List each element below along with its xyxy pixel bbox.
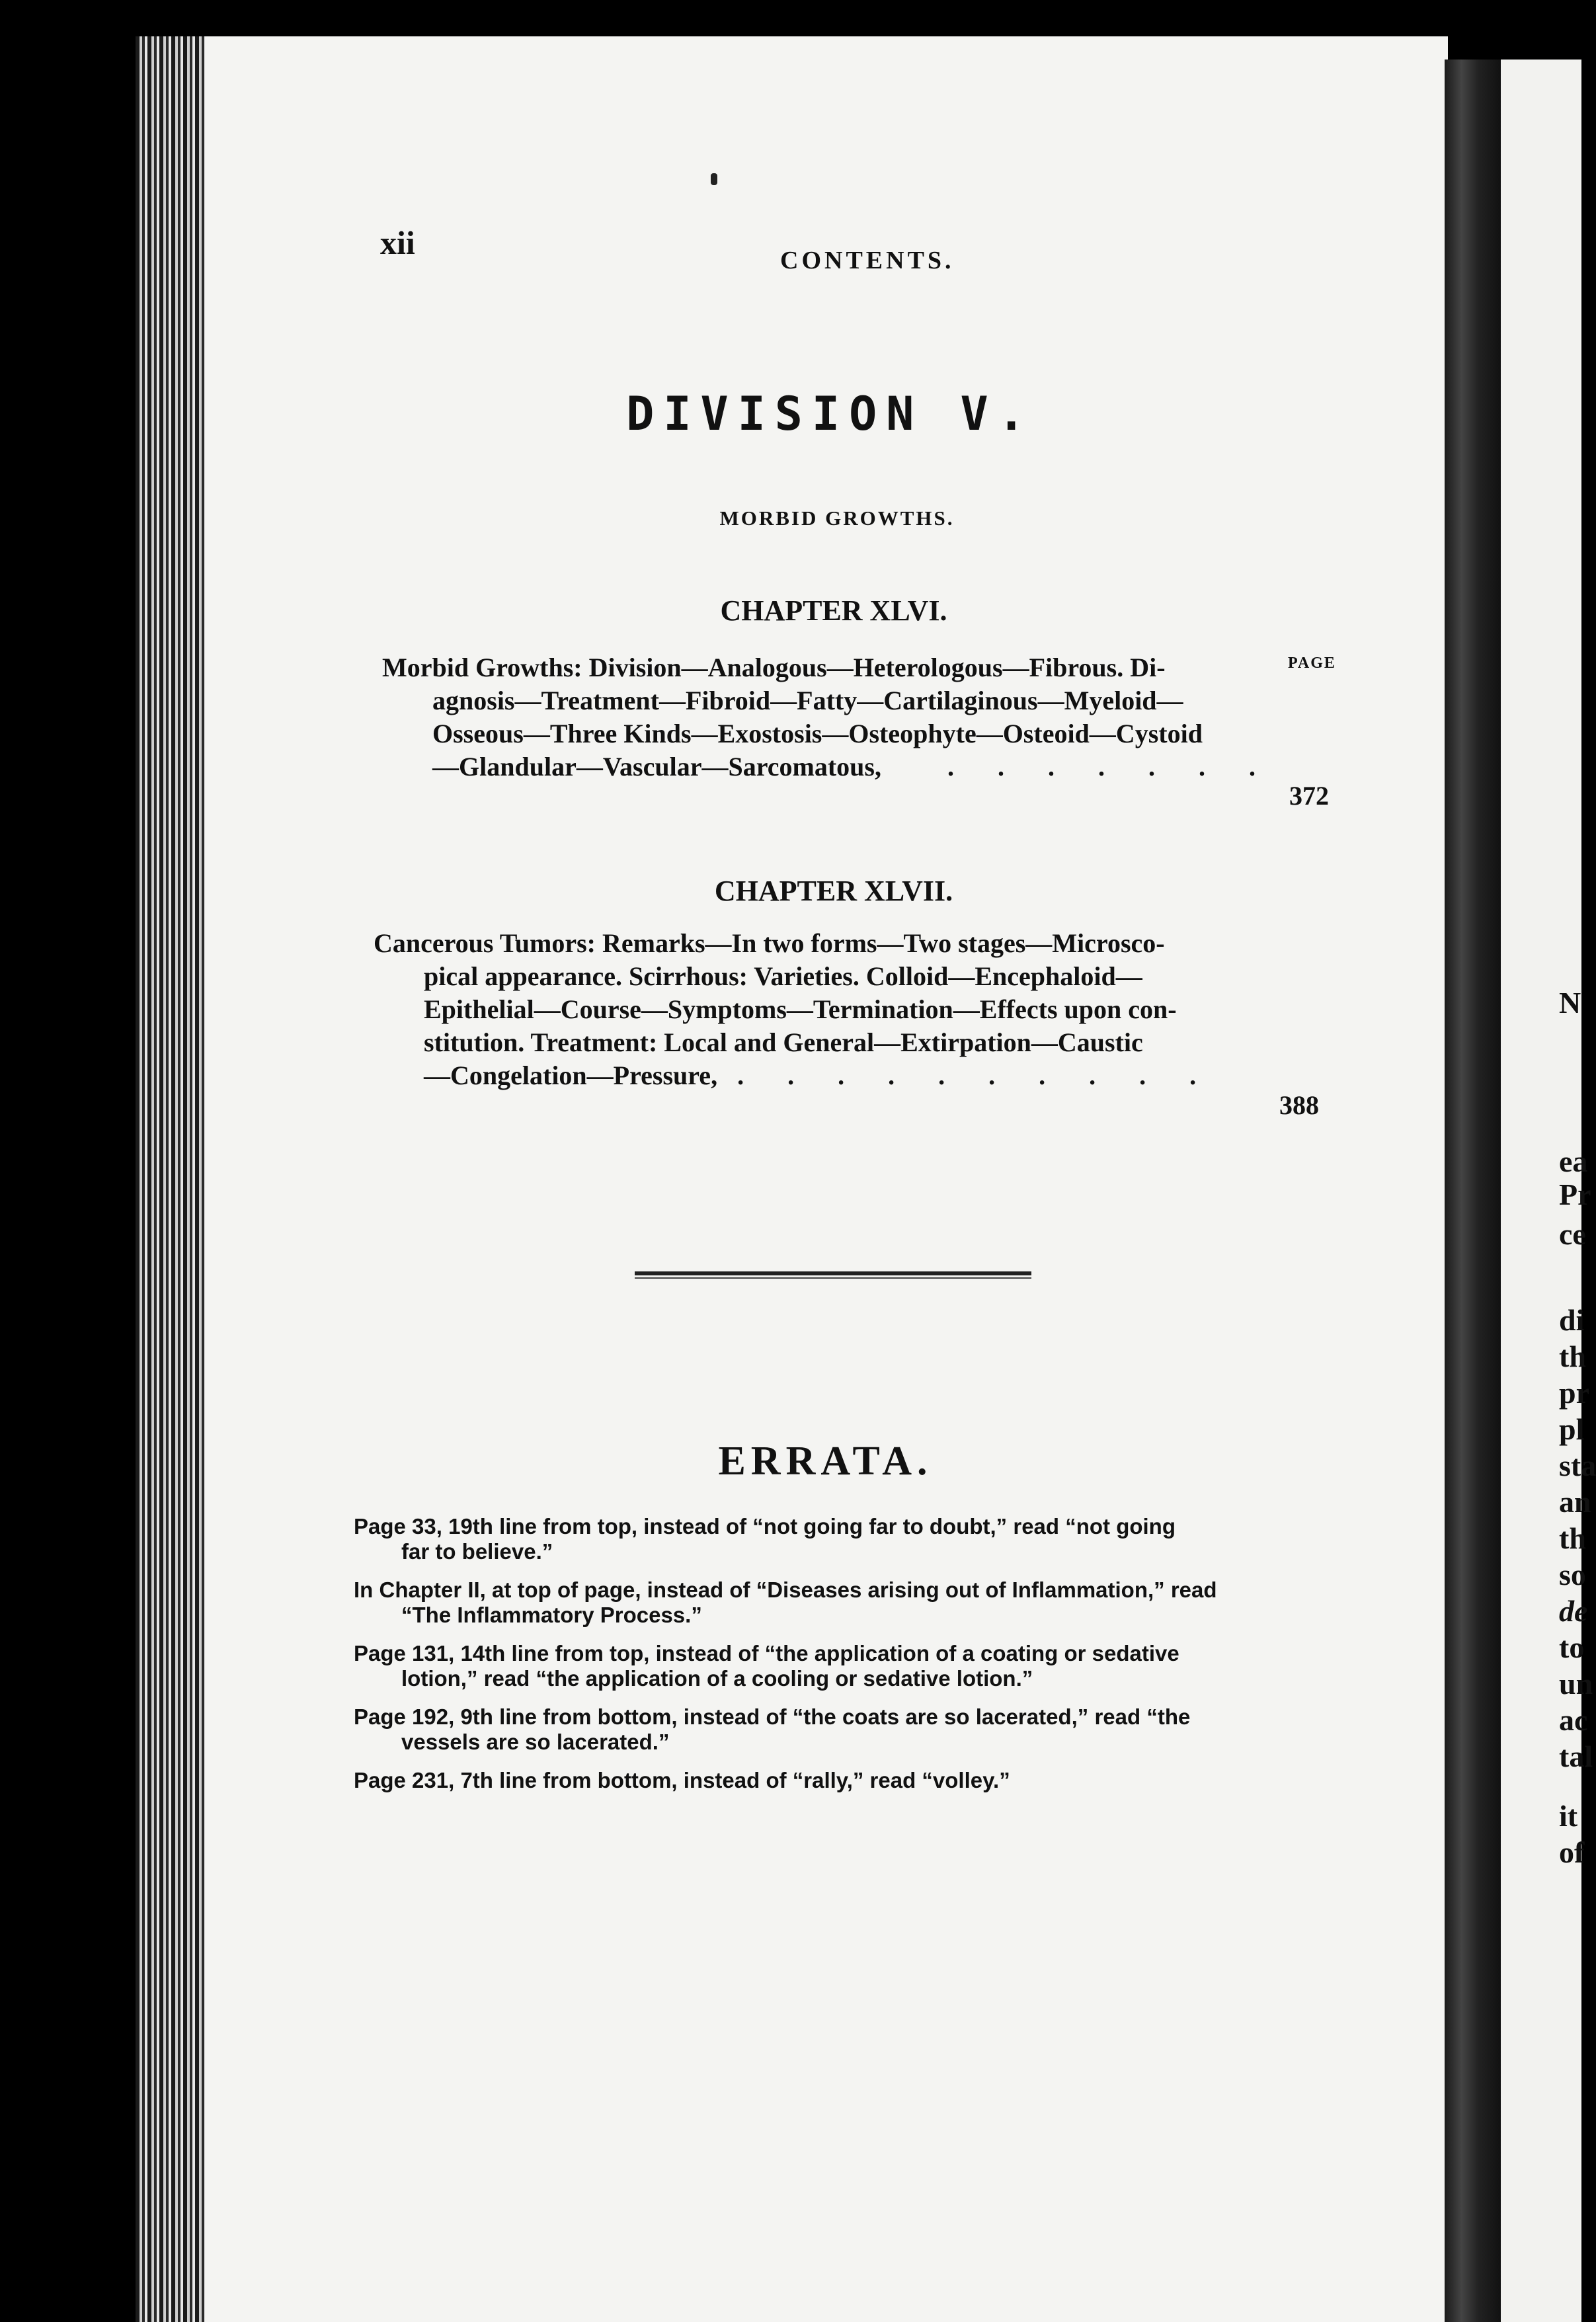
summary-line: Cancerous Tumors: Remarks—In two forms—Two stages—Microsco- (374, 928, 1165, 958)
facing-fragment: so (1559, 1558, 1586, 1591)
page-folio: xii (380, 224, 415, 261)
running-title: CONTENTS. (780, 247, 955, 274)
chapter-heading: CHAPTER XLVII. (714, 875, 953, 907)
divider-rule (635, 1277, 1031, 1279)
facing-fragment: un (1559, 1667, 1593, 1701)
summary-line: Osseous—Three Kinds—Exostosis—Osteophyte—Osteoid—Cystoid (432, 719, 1203, 748)
facing-fragment: Pr (1559, 1178, 1591, 1211)
errata-line: “The Inflammatory Process.” (401, 1603, 702, 1627)
facing-fragment: pr (1559, 1376, 1589, 1410)
facing-fragment: de (1559, 1594, 1588, 1628)
facing-fragment: th (1559, 1340, 1586, 1373)
errata-line: vessels are so lacerated.” (401, 1730, 670, 1754)
errata-item (354, 1704, 1306, 1755)
summary-line: Epithelial—Course—Symptoms—Termination—Effects upon con- (424, 994, 1177, 1024)
facing-fragment: pl (1559, 1412, 1585, 1446)
division-title-text: DIVISION V. (626, 387, 1035, 441)
dot-leader: . . . . . . . . . . (737, 1061, 1215, 1090)
facing-fragment: ea (1559, 1144, 1588, 1178)
facing-fragment: sta (1559, 1449, 1596, 1482)
dot-leader: . . . . . . . (947, 752, 1274, 781)
facing-fragment: ac (1559, 1703, 1588, 1737)
summary-line-text: —Congelation—Pressure, (424, 1061, 718, 1090)
errata-line: lotion,” read “the application of a cooling or sedative lotion.” (401, 1666, 1033, 1691)
chapter-summary (382, 651, 1274, 783)
page-column-label: PAGE (1288, 655, 1336, 672)
errata-item (354, 1514, 1306, 1564)
facing-fragment: it (1559, 1799, 1578, 1833)
page-number: 388 (1279, 1090, 1319, 1120)
errata-item (354, 1641, 1306, 1691)
errata-item (354, 1578, 1306, 1628)
ink-mark (711, 173, 717, 185)
summary-line-text: —Glandular—Vascular—Sarcomatous, (432, 752, 881, 781)
facing-fragment: tal (1559, 1740, 1593, 1773)
facing-fragment: to (1559, 1630, 1585, 1664)
facing-fragment: an (1559, 1485, 1591, 1519)
errata-line: In Chapter II, at top of page, instead of “Diseases arising out of Inflammation,” read (354, 1578, 1217, 1602)
chapter-summary (374, 927, 1253, 1092)
chapter-heading: CHAPTER XLVI. (720, 594, 947, 627)
division-subtitle: MORBID GROWTHS. (719, 506, 955, 530)
errata-line: Page 231, 7th line from bottom, instead of “rally,” read “volley.” (354, 1768, 1010, 1792)
facing-fragment: N (1559, 986, 1581, 1020)
book-gutter (136, 36, 205, 2322)
summary-line: agnosis—Treatment—Fibroid—Fatty—Cartilaginous—Myeloid— (432, 686, 1183, 715)
summary-line: pical appearance. Scirrhous: Varieties. Colloid—Encephaloid— (424, 961, 1142, 991)
errata-item (354, 1768, 1306, 1793)
errata-title: ERRATA. (718, 1439, 933, 1484)
divider-rule (635, 1271, 1031, 1275)
facing-fragment: th (1559, 1521, 1586, 1555)
errata-list (354, 1514, 1306, 1806)
summary-line: stitution. Treatment: Local and General—Extirpation—Caustic (424, 1027, 1143, 1057)
summary-line: Morbid Growths: Division—Analogous—Heterologous—Fibrous. Di- (382, 653, 1166, 682)
division-title (0, 387, 1581, 441)
errata-line: far to believe.” (401, 1539, 553, 1564)
summary-line (382, 750, 1274, 783)
book-page (136, 36, 1448, 2322)
summary-line (374, 1059, 1253, 1092)
facing-fragment: di (1559, 1303, 1585, 1337)
page-number: 372 (1289, 781, 1329, 811)
errata-line: Page 192, 9th line from bottom, instead of “the coats are so lacerated,” read “the (354, 1704, 1191, 1729)
facing-fragment: ce (1559, 1217, 1586, 1251)
errata-line: Page 33, 19th line from top, instead of “not going far to doubt,” read “not going (354, 1514, 1176, 1539)
errata-line: Page 131, 14th line from top, instead of “the application of a coating or sedative (354, 1641, 1179, 1665)
facing-fragment: of (1559, 1835, 1585, 1869)
